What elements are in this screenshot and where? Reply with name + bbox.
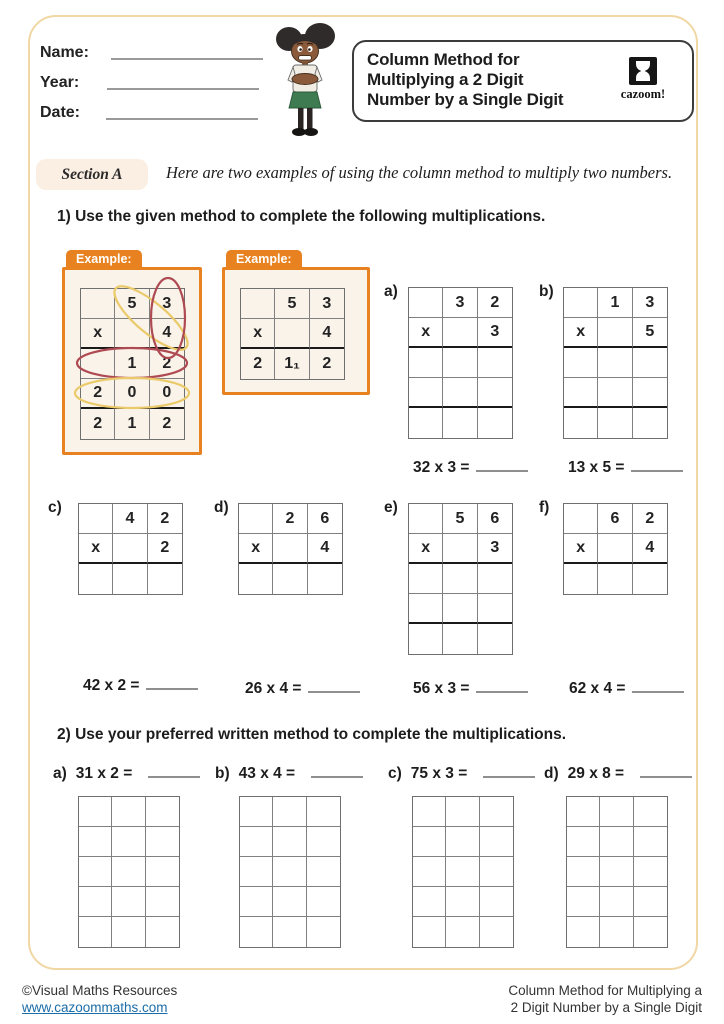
grid-cell <box>409 564 443 594</box>
copyright-text: ©Visual Maths Resources <box>22 983 178 998</box>
grid-cell <box>564 564 598 594</box>
grid-cell <box>480 887 513 917</box>
title-line-3: Number by a Single Digit <box>367 90 564 109</box>
grid-cell <box>598 534 632 564</box>
website-link[interactable]: www.cazoommaths.com <box>22 1000 168 1015</box>
problem-a-label: a) <box>384 283 398 300</box>
problem-f-label: f) <box>539 499 550 516</box>
grid-cell <box>600 827 633 857</box>
grid-cell <box>240 827 273 857</box>
grid-cell <box>567 857 600 887</box>
grid-cell: 2 <box>148 534 182 564</box>
grid-cell <box>112 797 145 827</box>
grid-cell <box>409 594 443 624</box>
q2-problem-b-label: b) <box>215 765 230 782</box>
problem-e-grid <box>408 503 513 655</box>
problem-e-equation-text: 56 x 3 = <box>413 680 470 697</box>
grid-cell <box>478 378 512 408</box>
grid-cell <box>598 378 632 408</box>
grid-cell <box>112 887 145 917</box>
grid-cell <box>478 408 512 438</box>
q2-problem-c-grid <box>412 796 514 948</box>
grid-cell <box>115 319 149 349</box>
grid-cell <box>79 887 112 917</box>
example-2-grid <box>240 288 345 380</box>
problem-c-grid <box>78 503 183 595</box>
year-label: Year: <box>40 74 80 91</box>
problem-d-grid <box>238 503 343 595</box>
example-2-box <box>222 267 370 395</box>
problem-d-label: d) <box>214 499 229 516</box>
grid-cell <box>600 797 633 827</box>
grid-cell <box>409 624 443 654</box>
problem-a-equation <box>413 458 528 477</box>
q2-problem-c-answer-blank <box>483 764 535 778</box>
question-1-heading: 1) Use the given method to complete the following multiplications. <box>57 208 546 225</box>
q2-problem-b-equation <box>215 764 363 783</box>
grid-cell <box>633 408 667 438</box>
q2-problem-d-equation-text: 29 x 8 = <box>567 765 625 782</box>
grid-cell <box>634 797 667 827</box>
example-1-box <box>62 267 202 455</box>
grid-cell <box>146 797 179 827</box>
grid-cell: 2 <box>322 355 332 372</box>
header-fields <box>40 44 263 122</box>
grid-cell <box>239 564 273 594</box>
grid-cell <box>81 289 115 319</box>
grid-cell <box>633 348 667 378</box>
grid-cell: 3 <box>478 534 512 564</box>
grid-cell: 4 <box>113 504 147 534</box>
grid-cell <box>79 857 112 887</box>
section-a-label: Section A <box>36 159 148 190</box>
grid-cell: 5 <box>443 504 477 534</box>
grid-cell: 2 <box>241 349 275 379</box>
footer-doc-title-line-1: Column Method for Multiplying a <box>508 983 702 998</box>
problem-f-grid <box>563 503 668 595</box>
cazoom-logo-text: cazoom! <box>620 87 666 101</box>
q2-problem-c-label: c) <box>388 765 402 782</box>
grid-cell <box>273 917 306 947</box>
grid-cell <box>273 797 306 827</box>
grid-cell <box>564 504 598 534</box>
problem-f-answer-blank <box>632 679 684 693</box>
date-blank-line <box>106 118 258 120</box>
grid-cell <box>307 857 340 887</box>
grid-cell <box>307 797 340 827</box>
grid-cell <box>567 797 600 827</box>
grid-cell: 3 <box>633 288 667 318</box>
grid-cell <box>478 564 512 594</box>
grid-cell <box>443 348 477 378</box>
date-label: Date: <box>40 104 81 121</box>
grid-cell: x <box>79 534 113 564</box>
grid-cell <box>634 827 667 857</box>
q2-problem-a-label: a) <box>53 765 67 782</box>
q2-problem-a-answer-blank <box>148 764 200 778</box>
worksheet-title <box>367 50 563 110</box>
grid-cell <box>443 408 477 438</box>
q2-problem-a-equation <box>53 764 200 783</box>
problem-a-grid <box>408 287 513 439</box>
grid-cell <box>413 917 446 947</box>
problem-b-equation <box>568 458 683 477</box>
grid-cell <box>112 857 145 887</box>
grid-cell <box>273 887 306 917</box>
q2-problem-d-answer-blank <box>640 764 692 778</box>
grid-cell: 6 <box>598 504 632 534</box>
grid-cell <box>409 378 443 408</box>
grid-cell: 4 <box>310 319 344 349</box>
grid-cell <box>478 348 512 378</box>
grid-cell: 5 <box>633 318 667 348</box>
q2-problem-c-equation <box>388 764 535 783</box>
grid-cell <box>273 857 306 887</box>
name-field <box>40 44 263 62</box>
grid-cell: 6 <box>308 504 342 534</box>
grid-cell <box>146 917 179 947</box>
grid-cell <box>308 564 342 594</box>
grid-cell: x <box>564 318 598 348</box>
grid-cell <box>273 534 307 564</box>
grid-cell <box>567 827 600 857</box>
title-line-2: Multiplying a 2 Digit <box>367 70 524 89</box>
grid-cell <box>600 887 633 917</box>
grid-cell <box>446 917 479 947</box>
grid-cell: 2 <box>273 504 307 534</box>
grid-cell <box>409 348 443 378</box>
grid-cell <box>113 564 147 594</box>
grid-cell <box>146 827 179 857</box>
grid-cell <box>240 857 273 887</box>
grid-cell: 2 <box>633 504 667 534</box>
grid-cell <box>148 564 182 594</box>
grid-cell <box>307 887 340 917</box>
problem-c-equation-text: 42 x 2 = <box>83 677 140 694</box>
problem-a-equation-text: 32 x 3 = <box>413 459 470 476</box>
grid-cell <box>240 917 273 947</box>
grid-cell <box>598 408 632 438</box>
problem-c-answer-blank <box>146 676 198 690</box>
problem-b-label: b) <box>539 283 554 300</box>
grid-cell <box>146 857 179 887</box>
q2-problem-d-equation <box>544 764 692 783</box>
q2-problem-a-equation-text: 31 x 2 = <box>75 765 133 782</box>
grid-cell: 4 <box>308 534 342 564</box>
cazoom-logo <box>612 56 674 102</box>
example-1-grid <box>80 288 185 440</box>
grid-cell <box>443 378 477 408</box>
grid-cell <box>81 349 115 379</box>
grid-cell <box>79 564 113 594</box>
name-blank-line <box>111 58 263 60</box>
footer-right <box>508 982 702 1016</box>
grid-cell <box>409 408 443 438</box>
grid-cell <box>446 887 479 917</box>
problem-b-equation-text: 13 x 5 = <box>568 459 625 476</box>
grid-cell <box>79 827 112 857</box>
grid-cell <box>634 917 667 947</box>
problem-d-equation-text: 26 x 4 = <box>245 680 302 697</box>
year-field <box>40 74 263 92</box>
example-2-tab: Example: <box>226 250 302 269</box>
grid-cell: 1₁ <box>275 349 309 379</box>
grid-cell <box>564 378 598 408</box>
problem-d-answer-blank <box>308 679 360 693</box>
grid-cell: 2 <box>162 415 172 432</box>
grid-cell <box>146 887 179 917</box>
grid-cell: 5 <box>275 289 309 319</box>
grid-cell <box>307 917 340 947</box>
q2-problem-d-label: d) <box>544 765 559 782</box>
grid-cell <box>79 504 113 534</box>
grid-cell <box>598 564 632 594</box>
grid-cell <box>633 378 667 408</box>
grid-cell <box>413 797 446 827</box>
grid-cell: 6 <box>478 504 512 534</box>
grid-cell <box>480 917 513 947</box>
problem-e-label: e) <box>384 499 398 516</box>
grid-cell <box>633 564 667 594</box>
grid-cell <box>443 624 477 654</box>
grid-cell: 2 <box>81 409 115 439</box>
grid-cell: x <box>564 534 598 564</box>
question-2-heading: 2) Use your preferred written method to complete the multiplications. <box>57 726 566 743</box>
problem-f-equation <box>569 679 684 698</box>
grid-cell: x <box>239 534 273 564</box>
grid-cell: 4 <box>150 319 184 349</box>
name-label: Name: <box>40 44 89 61</box>
grid-cell <box>634 857 667 887</box>
title-line-1: Column Method for <box>367 50 520 69</box>
grid-cell <box>480 797 513 827</box>
grid-cell: 1 <box>115 409 149 439</box>
grid-cell: 3 <box>150 289 184 319</box>
grid-cell <box>443 318 477 348</box>
q2-problem-a-grid <box>78 796 180 948</box>
grid-cell: 5 <box>115 289 149 319</box>
grid-cell <box>564 408 598 438</box>
grid-cell <box>480 827 513 857</box>
grid-cell <box>446 797 479 827</box>
grid-cell: 2 <box>148 504 182 534</box>
problem-d-equation <box>245 679 360 698</box>
q2-problem-b-grid <box>239 796 341 948</box>
problem-b-grid <box>563 287 668 439</box>
grid-cell <box>478 624 512 654</box>
problem-f-equation-text: 62 x 4 = <box>569 680 626 697</box>
grid-cell <box>240 887 273 917</box>
grid-cell: 1 <box>115 349 149 379</box>
mascot-girl-illustration <box>268 22 344 138</box>
grid-cell <box>478 594 512 624</box>
grid-cell <box>443 594 477 624</box>
grid-cell <box>413 827 446 857</box>
grid-cell <box>239 504 273 534</box>
problem-a-answer-blank <box>476 458 528 472</box>
grid-cell: 4 <box>633 534 667 564</box>
grid-cell <box>564 288 598 318</box>
grid-cell <box>443 564 477 594</box>
grid-cell <box>409 288 443 318</box>
grid-cell <box>567 917 600 947</box>
grid-cell: 3 <box>443 288 477 318</box>
grid-cell <box>443 534 477 564</box>
grid-cell <box>79 917 112 947</box>
grid-cell: 0 <box>150 379 184 409</box>
grid-cell <box>480 857 513 887</box>
grid-cell: 0 <box>115 379 149 409</box>
grid-cell: 3 <box>310 289 344 319</box>
footer-doc-title-line-2: 2 Digit Number by a Single Digit <box>510 1000 702 1015</box>
footer-left <box>22 982 177 1016</box>
grid-cell: 2 <box>150 349 184 379</box>
problem-e-answer-blank <box>476 679 528 693</box>
cazoom-hourglass-icon <box>628 56 658 86</box>
grid-cell <box>409 504 443 534</box>
grid-cell: x <box>409 318 443 348</box>
grid-cell <box>446 827 479 857</box>
grid-cell <box>241 289 275 319</box>
grid-cell <box>413 887 446 917</box>
grid-cell <box>275 319 309 349</box>
grid-cell: 2 <box>81 379 115 409</box>
grid-cell: x <box>241 319 275 349</box>
grid-cell <box>273 827 306 857</box>
grid-cell <box>113 534 147 564</box>
grid-cell <box>112 917 145 947</box>
grid-cell <box>446 857 479 887</box>
q2-problem-b-equation-text: 43 x 4 = <box>238 765 296 782</box>
year-blank-line <box>107 88 259 90</box>
grid-cell <box>634 887 667 917</box>
grid-cell: 1 <box>598 288 632 318</box>
grid-cell <box>598 318 632 348</box>
example-1-tab: Example: <box>66 250 142 269</box>
grid-cell <box>600 857 633 887</box>
grid-cell <box>240 797 273 827</box>
grid-cell: x <box>81 319 115 349</box>
grid-cell <box>598 348 632 378</box>
worksheet-title-box <box>352 40 694 122</box>
grid-cell <box>112 827 145 857</box>
problem-c-label: c) <box>48 499 62 516</box>
q2-problem-b-answer-blank <box>311 764 363 778</box>
grid-cell <box>413 857 446 887</box>
grid-cell <box>567 887 600 917</box>
grid-cell <box>273 564 307 594</box>
girl-icon <box>268 22 344 138</box>
problem-e-equation <box>413 679 528 698</box>
q2-problem-c-equation-text: 75 x 3 = <box>410 765 468 782</box>
q2-problem-d-grid <box>566 796 668 948</box>
grid-cell <box>564 348 598 378</box>
section-a-description: Here are two examples of using the column method to multiply two numbers. <box>166 163 673 182</box>
date-field <box>40 104 263 122</box>
grid-cell: 3 <box>478 318 512 348</box>
problem-b-answer-blank <box>631 458 683 472</box>
problem-c-equation <box>83 676 198 695</box>
grid-cell <box>79 797 112 827</box>
grid-cell: 2 <box>478 288 512 318</box>
grid-cell <box>307 827 340 857</box>
grid-cell: x <box>409 534 443 564</box>
grid-cell <box>600 917 633 947</box>
